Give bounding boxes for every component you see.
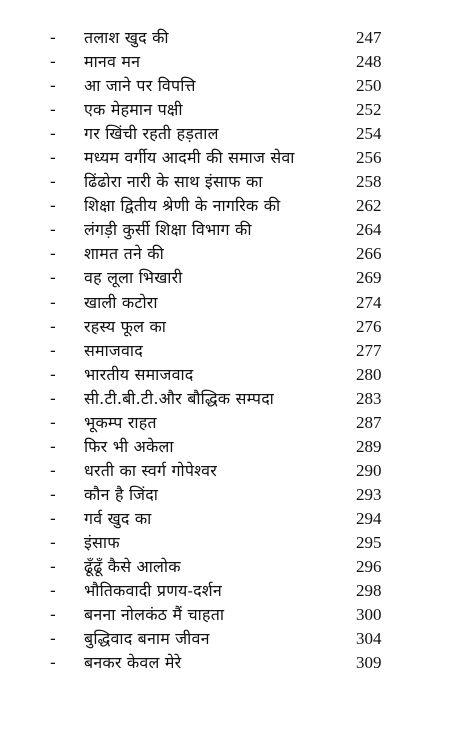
toc-entry xyxy=(0,218,460,242)
toc-entry-dash: - xyxy=(50,364,56,385)
toc-entry-title: समाजवाद xyxy=(84,340,143,360)
toc-entry-page-number: 250 xyxy=(356,76,382,96)
toc-entry-title: बनना नोलकंठ मैं चाहता xyxy=(84,605,225,625)
toc-entry-page-number: 298 xyxy=(356,581,382,601)
toc-entry xyxy=(0,651,460,675)
toc-entry-title: तलाश खुद की xyxy=(84,28,169,47)
toc-entry xyxy=(0,603,460,627)
toc-entry-page-number: 280 xyxy=(356,364,382,384)
toc-entry-dash: - xyxy=(50,484,56,505)
toc-entry-dash: - xyxy=(50,653,56,674)
toc-entry-page-number: 256 xyxy=(356,148,382,168)
toc-entry xyxy=(0,483,460,507)
toc-entry-dash: - xyxy=(50,220,56,241)
toc-entry-page-number: 254 xyxy=(356,124,382,144)
toc-entry xyxy=(0,98,460,122)
toc-entry-dash: - xyxy=(50,412,56,433)
toc-entry xyxy=(0,50,460,74)
toc-entry-title: भारतीय समाजवाद xyxy=(84,364,194,384)
toc-entry-title: शामत तने की xyxy=(84,244,164,264)
toc-entry-page-number: 295 xyxy=(356,532,382,552)
toc-entry-title: लंगड़ी कुर्सी शिक्षा विभाग की xyxy=(84,220,252,240)
toc-entry-page-number: 269 xyxy=(356,268,382,288)
toc-entry-dash: - xyxy=(50,268,56,289)
toc-entry-page-number: 277 xyxy=(356,340,382,360)
toc-entry-dash: - xyxy=(50,100,56,121)
toc-entry-dash: - xyxy=(50,340,56,361)
toc-entry-page-number: 304 xyxy=(356,629,382,649)
toc-entry-page-number: 248 xyxy=(356,52,382,72)
toc-entry xyxy=(0,146,460,170)
toc-entry-title: मानव मन xyxy=(84,52,141,72)
toc-entry xyxy=(0,555,460,579)
toc-entry-title: बनकर केवल मेरे xyxy=(84,653,182,673)
toc-entry-title: आ जाने पर विपत्ति xyxy=(84,76,196,96)
toc-entry-page-number: 262 xyxy=(356,196,382,216)
toc-entry-dash: - xyxy=(50,244,56,265)
toc-entry-title: भौतिकवादी प्रणय-दर्शन xyxy=(84,581,222,601)
toc-entry-page-number: 289 xyxy=(356,436,382,456)
toc-entry-dash: - xyxy=(50,148,56,169)
toc-entry-title: वह लूला भिखारी xyxy=(84,268,183,288)
toc-entry-dash: - xyxy=(50,460,56,481)
toc-entry xyxy=(0,194,460,218)
toc-entry xyxy=(0,459,460,483)
toc-entry xyxy=(0,339,460,363)
toc-entry-title: एक मेहमान पक्षी xyxy=(84,100,183,120)
toc-entry-page-number: 296 xyxy=(356,557,382,577)
toc-entry xyxy=(0,507,460,531)
toc-entry-dash: - xyxy=(50,605,56,626)
toc-entry xyxy=(0,531,460,555)
toc-entry-title: सी.टी.बी.टी.और बौद्धिक सम्पदा xyxy=(84,388,275,408)
toc-entry-title: मध्यम वर्गीय आदमी की समाज सेवा xyxy=(84,148,295,168)
toc-entry xyxy=(0,74,460,98)
toc-entry-dash: - xyxy=(50,52,56,73)
toc-entry-dash: - xyxy=(50,76,56,97)
toc-entry-title: खाली कटोरा xyxy=(84,292,158,312)
toc-entry xyxy=(0,122,460,146)
toc-entry-page-number: 309 xyxy=(356,653,382,673)
toc-entry-title: इंसाफ xyxy=(84,532,120,552)
toc-entry xyxy=(0,26,460,50)
toc-entry-page-number: 287 xyxy=(356,412,382,432)
toc-entry-dash: - xyxy=(50,508,56,529)
toc-entry-page-number: 283 xyxy=(356,388,382,408)
toc-entry-title: फिर भी अकेला xyxy=(84,436,174,456)
toc-entry xyxy=(0,579,460,603)
toc-entry-title: गर खिंची रहती हड़ताल xyxy=(84,124,219,144)
toc-entry-title: ढिंढोरा नारी के साथ इंसाफ का xyxy=(84,172,263,192)
toc-entry xyxy=(0,242,460,266)
toc-entry xyxy=(0,266,460,290)
table-of-contents xyxy=(0,26,460,675)
toc-entry-dash: - xyxy=(50,629,56,650)
toc-entry-title: भूकम्प राहत xyxy=(84,412,157,432)
toc-entry-dash: - xyxy=(50,172,56,193)
toc-entry xyxy=(0,363,460,387)
toc-entry-page-number: 247 xyxy=(356,28,382,47)
toc-entry-dash: - xyxy=(50,124,56,145)
toc-entry-title: ढूँढूँ कैसे आलोक xyxy=(84,557,181,577)
toc-entry-page-number: 294 xyxy=(356,508,382,528)
toc-entry-dash: - xyxy=(50,436,56,457)
toc-entry-dash: - xyxy=(50,581,56,602)
toc-entry-page-number: 290 xyxy=(356,460,382,480)
toc-entry xyxy=(0,435,460,459)
toc-entry-title: गर्व खुद का xyxy=(84,508,152,528)
toc-entry-dash: - xyxy=(50,388,56,409)
toc-entry-dash: - xyxy=(50,292,56,313)
toc-entry-page-number: 293 xyxy=(356,484,382,504)
toc-entry-title: धरती का स्वर्ग गोपेश्वर xyxy=(84,460,217,480)
toc-entry-page-number: 276 xyxy=(356,316,382,336)
toc-entry-dash: - xyxy=(50,196,56,217)
toc-entry-dash: - xyxy=(50,532,56,553)
toc-entry-page-number: 264 xyxy=(356,220,382,240)
toc-entry-page-number: 258 xyxy=(356,172,382,192)
toc-entry-dash: - xyxy=(50,316,56,337)
toc-entry xyxy=(0,387,460,411)
toc-entry-page-number: 300 xyxy=(356,605,382,625)
toc-entry-dash: - xyxy=(50,557,56,578)
toc-entry-title: बुद्धिवाद बनाम जीवन xyxy=(84,629,210,649)
toc-entry xyxy=(0,291,460,315)
toc-entry-page-number: 252 xyxy=(356,100,382,120)
toc-entry-title: कौन है जिंदा xyxy=(84,484,159,504)
toc-entry xyxy=(0,411,460,435)
toc-entry-page-number: 266 xyxy=(356,244,382,264)
toc-entry-dash: - xyxy=(50,28,56,48)
toc-entry xyxy=(0,627,460,651)
toc-entry-title: शिक्षा द्वितीय श्रेणी के नागरिक की xyxy=(84,196,281,216)
toc-entry xyxy=(0,170,460,194)
toc-entry-title: रहस्य फूल का xyxy=(84,316,167,336)
toc-entry xyxy=(0,315,460,339)
toc-entry-page-number: 274 xyxy=(356,292,382,312)
